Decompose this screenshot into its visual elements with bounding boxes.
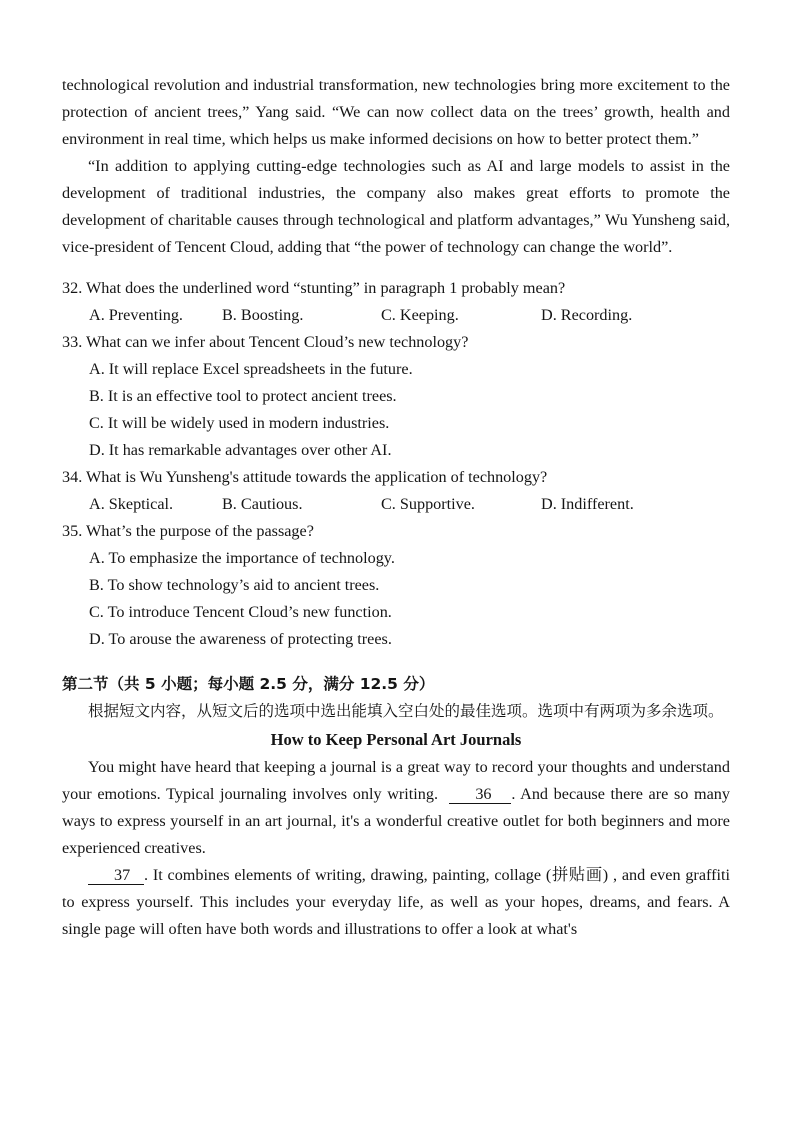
question-34-stem: 34. What is Wu Yunsheng's attitude towards the application of technology? [62, 468, 548, 486]
question-32-options [89, 302, 730, 329]
passage-paragraph: technological revolution and industrial transformation, new technologies bring more excitement to the protection of ancient trees,” Yang said. “We can now collect data on the trees’ growth, health and environment in real time, which helps us make informed decisions on how to better protect them.” [62, 76, 730, 148]
option-d: D. Indifferent. [541, 495, 634, 513]
article-paragraph-1 [62, 754, 730, 862]
option-c: C. Keeping. [381, 306, 459, 324]
option-a: A. It will replace Excel spreadsheets in the future. [89, 360, 413, 378]
option-d: D. Recording. [541, 306, 633, 324]
article-paragraph-2 [62, 862, 730, 943]
question-33-stem: 33. What can we infer about Tencent Cloud’s new technology? [62, 333, 469, 351]
option-d: D. To arouse the awareness of protecting trees. [89, 630, 392, 648]
section-instruction: 根据短文内容，从短文后的选项中选出能填入空白处的最佳选项。选项中有两项为多余选项。 [88, 702, 724, 720]
option-b: B. Cautious. [222, 495, 303, 513]
article-title: How to Keep Personal Art Journals [270, 730, 522, 749]
option-b: B. To show technology’s aid to ancient trees. [89, 576, 380, 594]
option-b: B. Boosting. [222, 306, 304, 324]
option-d: D. It has remarkable advantages over other AI. [89, 441, 392, 459]
option-c: C. It will be widely used in modern industries. [89, 414, 390, 432]
option-b: B. It is an effective tool to protect ancient trees. [89, 387, 397, 405]
blank-36[interactable]: 36 [449, 785, 511, 804]
section-heading: 第二节（共 5 小题；每小题 2.5 分，满分 12.5 分） [62, 675, 435, 693]
option-a: A. Preventing. [89, 306, 183, 324]
question-32-stem: 32. What does the underlined word “stunting” in paragraph 1 probably mean? [62, 279, 566, 297]
passage-paragraph: “In addition to applying cutting-edge technologies such as AI and large models to assist in the development of traditional industries, the company also makes great efforts to promote the development of charitable causes through technological and platform advantages,” Wu Yunsheng said, vice-president of Tencent Cloud, adding that “the power of technology can change the world”. [62, 157, 730, 256]
option-c: C. To introduce Tencent Cloud’s new function. [89, 603, 392, 621]
question-35-stem: 35. What’s the purpose of the passage? [62, 522, 314, 540]
paragraph-text: . It combines elements of writing, drawing, painting, collage (拼贴画) , and even graffiti to express yourself. This includes your everyday life, as well as your hopes, dreams, and fears. A single page will often have both words and illustrations to offer a look at what's [62, 866, 730, 938]
exam-page [62, 72, 730, 943]
blank-37[interactable]: 37 [88, 866, 144, 885]
paragraph-text: You might have heard that keeping a journal is a great way to record your thoughts and understand your emotions. Typical journaling involves only writing. [62, 758, 730, 803]
option-c: C. Supportive. [381, 495, 475, 513]
paragraph-text: . And because there are so many ways to express yourself in an art journal, it's a wonderful creative outlet for both beginners and more experienced creatives. [62, 785, 730, 857]
question-34-options [89, 491, 730, 518]
option-a: A. To emphasize the importance of technology. [89, 549, 395, 567]
option-a: A. Skeptical. [89, 495, 174, 513]
